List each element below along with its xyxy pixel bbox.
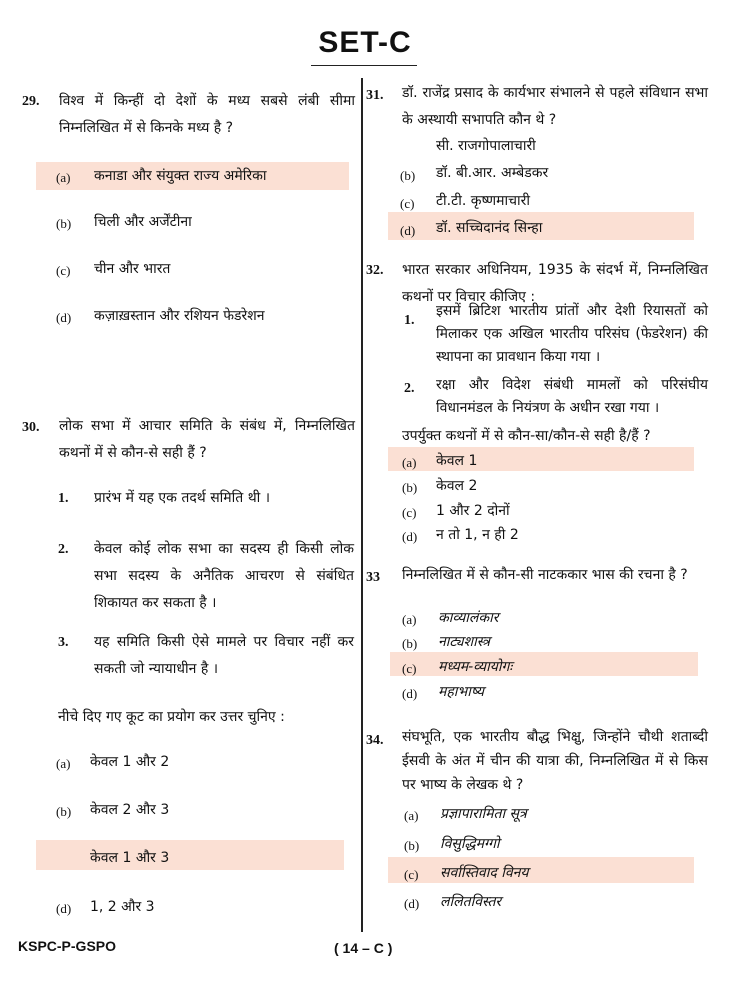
q32-option-a-text: केवल 1 <box>436 453 478 469</box>
question-32-text: भारत सरकार अधिनियम, 1935 के संदर्भ में, निम्नलिखित कथनों पर विचार कीजिए : <box>402 262 708 305</box>
q33-option-b-text: नाट्यशास्त्र <box>438 634 490 650</box>
q29-option-c-text: चीन और भारत <box>94 261 171 277</box>
q30-statement-3-text: यह समिति किसी ऐसे मामले पर विचार नहीं कर सकती जो न्यायाधीन है । <box>94 634 354 677</box>
q30-answer-highlight <box>36 840 344 870</box>
q33-option-a-label: (a) <box>402 612 417 627</box>
q31-option-c-text: टी.टी. कृष्णमाचारी <box>436 193 530 209</box>
q34-option-a-label: (a) <box>404 808 419 823</box>
question-29-text: विश्व में किन्हीं दो देशों के मध्य सबसे लंबी सीमा निम्नलिखित में से किनके मध्य है ? <box>59 93 355 136</box>
q32-statement-2-number: 2. <box>404 381 415 396</box>
q30-statement-1-text: प्रारंभ में यह एक तदर्थ समिति थी । <box>94 490 271 506</box>
q30-option-b-label: (b) <box>56 804 72 819</box>
q32-statement-1-number: 1. <box>404 313 415 328</box>
question-33-number: 33 <box>366 570 380 585</box>
q30-option-c-text: केवल 1 और 3 <box>90 850 170 866</box>
q32-option-a-label: (a) <box>402 455 417 470</box>
q32-statement-2-text: रक्षा और विदेश संबंधी मामलों को परिसंघीय विधानमंडल के नियंत्रण के अधीन रखा गया । <box>436 377 708 416</box>
q31-option-b-text: डॉ. बी.आर. अम्बेडकर <box>436 165 549 181</box>
q30-statement-2-number: 2. <box>58 542 69 557</box>
q29-option-b-label: (b) <box>56 216 72 231</box>
q30-statement-1-number: 1. <box>58 491 69 506</box>
q29-option-b-text: चिली और अर्जेंटीना <box>94 214 192 230</box>
question-34-number: 34. <box>366 733 384 748</box>
q30-option-b-text: केवल 2 और 3 <box>90 802 170 818</box>
q30-option-a-text: केवल 1 और 2 <box>90 754 170 770</box>
q29-option-a-text: कनाडा और संयुक्त राज्य अमेरिका <box>94 168 267 184</box>
q31-option-b-label: (b) <box>400 168 416 183</box>
q31-option-d-label: (d) <box>400 223 416 238</box>
q32-instruction: उपर्युक्त कथनों में से कौन-सा/कौन-से सही है/हैं ? <box>402 428 651 444</box>
title-underline <box>311 65 417 66</box>
q31-option-c-label: (c) <box>400 196 415 211</box>
question-29-number: 29. <box>22 94 40 109</box>
q33-option-c-label: (c) <box>402 661 417 676</box>
q32-option-b-label: (b) <box>402 480 418 495</box>
q29-option-a-label: (a) <box>56 170 71 185</box>
q32-answer-highlight <box>388 447 694 471</box>
q32-option-c-label: (c) <box>402 505 417 520</box>
q34-option-b-label: (b) <box>404 838 420 853</box>
question-32-number: 32. <box>366 263 384 278</box>
question-34-text: संघभूति, एक भारतीय बौद्ध भिक्षु, जिन्होंने चौथी शताब्दी ईसवी के अंत में चीन की यात्रा की, निम्नलिखित में से किस पर भाष्य के लेखक थे ? <box>402 729 708 793</box>
q30-statement-3-number: 3. <box>58 635 69 650</box>
q32-option-d-label: (d) <box>402 529 418 544</box>
q29-option-d-text: कज़ाख़स्तान और रशियन फेडरेशन <box>94 308 265 324</box>
q30-statement-2-text: केवल कोई लोक सभा का सदस्य ही किसी लोक सभा सदस्य के अनैतिक आचरण से संबंधित शिकायत कर सकता है । <box>94 541 354 611</box>
column-divider <box>361 78 363 932</box>
q34-option-c-text: सर्वास्तिवाद विनय <box>440 865 529 881</box>
q32-option-d-text: न तो 1, न ही 2 <box>436 527 519 543</box>
q33-answer-highlight <box>390 652 698 676</box>
footer-page-number: ( 14 – C ) <box>334 940 393 956</box>
q30-option-d-label: (d) <box>56 901 72 916</box>
q30-option-a-label: (a) <box>56 756 71 771</box>
footer-paper-code: KSPC-P-GSPO <box>18 938 117 954</box>
q32-option-b-text: केवल 2 <box>436 478 478 494</box>
q34-option-d-text: ललितविस्तर <box>440 894 502 910</box>
question-30-number: 30. <box>22 420 40 435</box>
q34-option-d-label: (d) <box>404 896 420 911</box>
q29-option-d-label: (d) <box>56 310 72 325</box>
question-33-text: निम्नलिखित में से कौन-सी नाटककार भास की रचना है ? <box>402 567 688 583</box>
q33-option-c-text: मध्यम-व्यायोगः <box>438 659 513 675</box>
q30-instruction: नीचे दिए गए कूट का प्रयोग कर उत्तर चुनिए : <box>58 709 285 725</box>
q33-option-d-text: महाभाष्य <box>438 684 484 700</box>
q31-option-a-text: सी. राजगोपालाचारी <box>436 138 536 154</box>
question-30-text: लोक सभा में आचार समिति के संबंध में, निम्नलिखित कथनों में से कौन-से सही हैं ? <box>59 418 355 461</box>
q34-option-a-text: प्रज्ञापारामिता सूत्र <box>440 806 527 822</box>
question-31-text: डॉ. राजेंद्र प्रसाद के कार्यभार संभालने से पहले संविधान सभा के अस्थायी सभापति कौन थे ? <box>402 85 708 128</box>
q29-option-c-label: (c) <box>56 263 71 278</box>
q34-option-c-label: (c) <box>404 867 419 882</box>
page-title: SET-C <box>318 26 412 59</box>
q33-option-d-label: (d) <box>402 686 418 701</box>
q34-answer-highlight <box>388 857 694 883</box>
q33-option-b-label: (b) <box>402 636 418 651</box>
q31-option-d-text: डॉ. सच्चिदानंद सिन्हा <box>436 220 543 236</box>
q30-option-d-text: 1, 2 और 3 <box>90 899 155 915</box>
q32-statement-1-text: इसमें ब्रिटिश भारतीय प्रांतों और देशी रियासतों को मिलाकर एक अखिल भारतीय परिसंघ (फेडरेशन) की स्थापना का प्रावधान किया गया । <box>436 303 708 365</box>
q32-option-c-text: 1 और 2 दोनों <box>436 503 510 519</box>
q33-option-a-text: काव्यालंकार <box>438 610 499 626</box>
q34-option-b-text: विसुद्धिमग्गो <box>440 836 500 852</box>
question-31-number: 31. <box>366 88 384 103</box>
